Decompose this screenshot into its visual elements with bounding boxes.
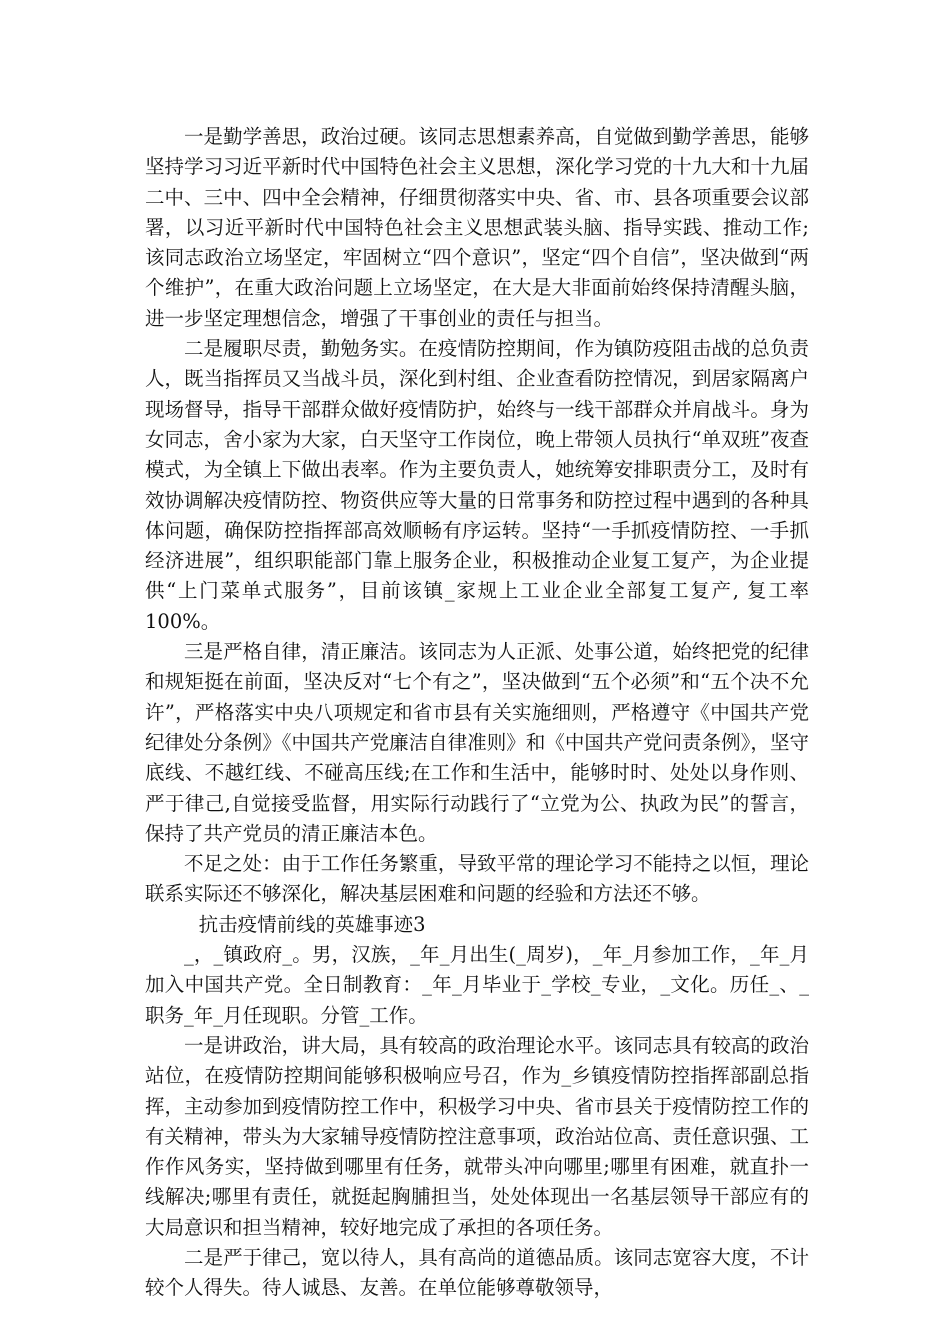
paragraph-shortcomings: 不足之处：由于工作任务繁重，导致平常的理论学习不能持之以恒，理论联系实际还不够深化，解决基层困难和问题的经验和方法还不够。 <box>145 852 809 906</box>
paragraph-duty: 二是履职尽责，勤勉务实。在疫情防控期间，作为镇防疫阻击战的总负责人，既当指挥员又当战斗员，深化到村组、企业查看防控情况，到居家隔离户现场督导，指导干部群众做好疫情防护，始终与一线干部群众并肩战斗。身为女同志，舍小家为大家，白天坚守工作岗位，晚上带领人员执行“单双班”夜查模式，为全镇上下做出表率。作为主要负责人，她统筹安排职责分工，及时有效协调解决疫情防控、物资供应等大量的日常事务和防控过程中遇到的各种具体问题，确保防控指挥部高效顺畅有序运转。坚持“一手抓疫情防控、一手抓经济进展”，组织职能部门靠上服务企业，积极推动企业复工复产，为企业提供“上门菜单式服务”，目前该镇_家规上工业企业全部复工复产, 复工率100%。 <box>145 337 809 633</box>
document-body <box>145 122 809 1304</box>
paragraph-study: 一是勤学善思，政治过硬。该同志思想素养高，自觉做到勤学善思，能够坚持学习习近平新时代中国特色社会主义思想，深化学习党的十九大和十九届二中、三中、四中全会精神，仔细贯彻落实中央、省、市、县各项重要会议部署，以习近平新时代中国特色社会主义思想武装头脑、指导实践、推动工作;该同志政治立场坚定，牢固树立“四个意识”，坚定“四个自信”，坚决做到“两个维护”，在重大政治问题上立场坚定，在大是大非面前始终保持清醒头脑，进一步坚定理想信念，增强了干事创业的责任与担当。 <box>145 125 809 330</box>
paragraph-politics: 一是讲政治，讲大局，具有较高的政治理论水平。该同志具有较高的政治站位，在疫情防控期间能够积极响应号召，作为_乡镇疫情防控指挥部副总指挥，主动参加到疫情防控工作中，积极学习中央、省市县关于疫情防控工作的有关精神，带头为大家辅导疫情防控注意事项，政治站位高、责任意识强、工作作风务实，坚持做到哪里有任务，就带头冲向哪里;哪里有困难，就直扑一线解决;哪里有责任，就挺起胸脯担当，处处体现出一名基层领导干部应有的大局意识和担当精神，较好地完成了承担的各项任务。 <box>145 1033 809 1239</box>
paragraph-discipline: 三是严格自律，清正廉洁。该同志为人正派、处事公道，始终把党的纪律和规矩挺在前面，坚决反对“七个有之”，坚决做到“五个必须”和“五个决不允许”，严格落实中央八项规定和省市县有关实施细则，严格遵守《中国共产党纪律处分条例》《中国共产党廉洁自律准则》和《中国共产党问责条例》，坚守底线、不越红线、不碰高压线;在工作和生活中，能够时时、处处以身作则、严于律己,自觉接受监督，用实际行动践行了“立党为公、执政为民”的誓言，保持了共产党员的清正廉洁本色。 <box>145 640 809 845</box>
section-heading: 抗击疫情前线的英雄事迹3 <box>198 912 426 936</box>
paragraph-profile: _，_镇政府_。男，汉族，_年_月出生(_周岁)，_年_月参加工作，_年_月加入中国共产党。全日制教育：_年_月毕业于_学校_专业，_文化。历任_、_职务_年_月任现职。分管_工作。 <box>145 943 809 1027</box>
paragraph-morality: 二是严于律己，宽以待人，具有高尚的道德品质。该同志宽容大度，不计较个人得失。待人诚恳、友善。在单位能够尊敬领导， <box>145 1245 809 1300</box>
